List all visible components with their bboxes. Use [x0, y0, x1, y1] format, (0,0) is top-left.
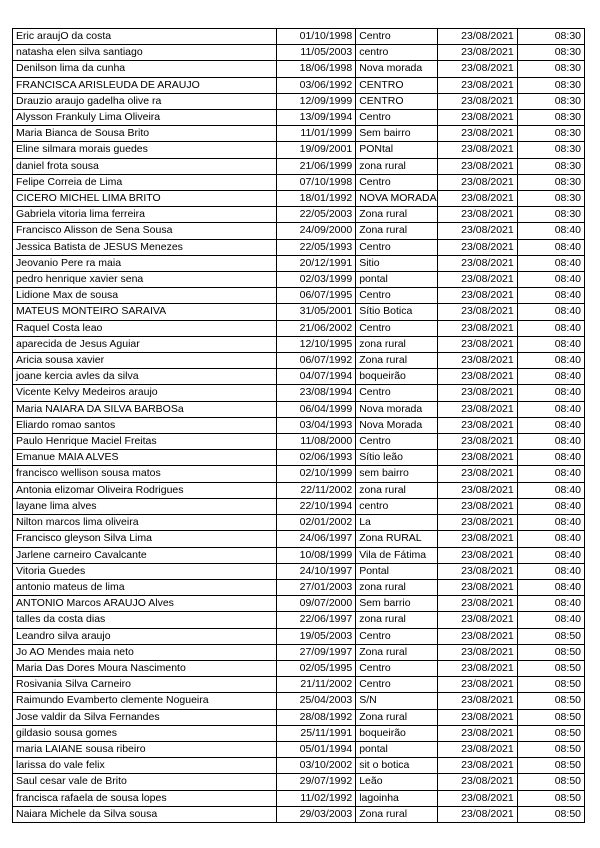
name-cell: Vitoria Guedes [13, 563, 277, 579]
appointment-time-cell: 08:40 [517, 498, 584, 514]
neighborhood-cell: Zona rural [356, 207, 438, 223]
neighborhood-cell: Centro [356, 677, 438, 693]
appointment-time-cell: 08:40 [517, 466, 584, 482]
table-row [13, 450, 585, 466]
name-cell: Nilton marcos lima oliveira [13, 515, 277, 531]
appointment-time-cell: 08:40 [517, 288, 584, 304]
neighborhood-cell: Sítio leão [356, 450, 438, 466]
appointment-date-cell: 23/08/2021 [438, 239, 517, 255]
appointment-time-cell: 08:40 [517, 353, 584, 369]
appointment-date-cell: 23/08/2021 [438, 450, 517, 466]
table-row [13, 790, 585, 806]
table-row [13, 612, 585, 628]
neighborhood-cell: pontal [356, 741, 438, 757]
neighborhood-cell: Centro [356, 320, 438, 336]
appointment-date-cell: 23/08/2021 [438, 596, 517, 612]
appointment-date-cell: 23/08/2021 [438, 709, 517, 725]
neighborhood-cell: CENTRO [356, 93, 438, 109]
table-row [13, 207, 585, 223]
neighborhood-cell: Centro [356, 385, 438, 401]
name-cell: ANTONIO Marcos ARAUJO Alves [13, 596, 277, 612]
appointment-time-cell: 08:40 [517, 531, 584, 547]
appointment-date-cell: 23/08/2021 [438, 790, 517, 806]
appointment-date-cell: 23/08/2021 [438, 758, 517, 774]
appointment-date-cell: 23/08/2021 [438, 482, 517, 498]
appointment-time-cell: 08:50 [517, 677, 584, 693]
birthdate-cell: 04/07/1994 [276, 369, 355, 385]
appointment-time-cell: 08:50 [517, 660, 584, 676]
appointment-date-cell: 23/08/2021 [438, 191, 517, 207]
neighborhood-cell: centro [356, 498, 438, 514]
neighborhood-cell: Pontal [356, 563, 438, 579]
table-row [13, 385, 585, 401]
neighborhood-cell: zona rural [356, 579, 438, 595]
appointment-date-cell: 23/08/2021 [438, 255, 517, 271]
name-cell: larissa do vale felix [13, 758, 277, 774]
table-row [13, 417, 585, 433]
birthdate-cell: 21/11/2002 [276, 677, 355, 693]
appointment-date-cell: 23/08/2021 [438, 45, 517, 61]
birthdate-cell: 03/10/2002 [276, 758, 355, 774]
birthdate-cell: 25/11/1991 [276, 725, 355, 741]
appointment-date-cell: 23/08/2021 [438, 677, 517, 693]
name-cell: Eliardo romao santos [13, 417, 277, 433]
name-cell: Rosivania Silva Carneiro [13, 677, 277, 693]
neighborhood-cell: S/N [356, 693, 438, 709]
appointment-date-cell: 23/08/2021 [438, 628, 517, 644]
birthdate-cell: 12/10/1995 [276, 336, 355, 352]
birthdate-cell: 29/03/2003 [276, 806, 355, 822]
appointment-date-cell: 23/08/2021 [438, 806, 517, 822]
name-cell: francisca rafaela de sousa lopes [13, 790, 277, 806]
neighborhood-cell: lagoinha [356, 790, 438, 806]
birthdate-cell: 12/09/1999 [276, 93, 355, 109]
name-cell: Maria Bianca de Sousa Brito [13, 126, 277, 142]
table-row [13, 660, 585, 676]
appointment-date-cell: 23/08/2021 [438, 774, 517, 790]
birthdate-cell: 13/09/1994 [276, 110, 355, 126]
appointment-time-cell: 08:30 [517, 142, 584, 158]
table-row [13, 434, 585, 450]
name-cell: Emanue MAIA ALVES [13, 450, 277, 466]
appointment-date-cell: 23/08/2021 [438, 126, 517, 142]
appointment-time-cell: 08:30 [517, 29, 584, 45]
neighborhood-cell: Centro [356, 628, 438, 644]
appointment-date-cell: 23/08/2021 [438, 644, 517, 660]
birthdate-cell: 27/01/2003 [276, 579, 355, 595]
table-row [13, 547, 585, 563]
appointment-date-cell: 23/08/2021 [438, 515, 517, 531]
appointment-date-cell: 23/08/2021 [438, 207, 517, 223]
appointment-time-cell: 08:50 [517, 725, 584, 741]
table-row [13, 563, 585, 579]
birthdate-cell: 28/08/1992 [276, 709, 355, 725]
neighborhood-cell: Centro [356, 174, 438, 190]
neighborhood-cell: Centro [356, 660, 438, 676]
name-cell: talles da costa dias [13, 612, 277, 628]
appointment-time-cell: 08:50 [517, 806, 584, 822]
name-cell: pedro henrique xavier sena [13, 272, 277, 288]
name-cell: Leandro silva araujo [13, 628, 277, 644]
neighborhood-cell: Zona rural [356, 353, 438, 369]
neighborhood-cell: Centro [356, 239, 438, 255]
appointment-date-cell: 23/08/2021 [438, 158, 517, 174]
appointment-date-cell: 23/08/2021 [438, 223, 517, 239]
appointment-time-cell: 08:40 [517, 515, 584, 531]
table-row [13, 725, 585, 741]
appointment-time-cell: 08:50 [517, 628, 584, 644]
birthdate-cell: 10/08/1999 [276, 547, 355, 563]
birthdate-cell: 18/01/1992 [276, 191, 355, 207]
name-cell: natasha elen silva santiago [13, 45, 277, 61]
name-cell: Gabriela vitoria lima ferreira [13, 207, 277, 223]
name-cell: layane lima alves [13, 498, 277, 514]
appointment-time-cell: 08:40 [517, 369, 584, 385]
birthdate-cell: 05/01/1994 [276, 741, 355, 757]
table-row [13, 741, 585, 757]
appointment-date-cell: 23/08/2021 [438, 612, 517, 628]
name-cell: Naiara Michele da Silva sousa [13, 806, 277, 822]
table-row [13, 806, 585, 822]
name-cell: Francisco gleyson Silva Lima [13, 531, 277, 547]
appointment-date-cell: 23/08/2021 [438, 417, 517, 433]
table-row [13, 353, 585, 369]
appointment-date-cell: 23/08/2021 [438, 77, 517, 93]
neighborhood-cell: Nova Morada [356, 417, 438, 433]
appointment-date-cell: 23/08/2021 [438, 693, 517, 709]
table-row [13, 677, 585, 693]
birthdate-cell: 02/01/2002 [276, 515, 355, 531]
name-cell: Jessica Batista de JESUS Menezes [13, 239, 277, 255]
neighborhood-cell: Sem barrio [356, 596, 438, 612]
neighborhood-cell: Sítio Botica [356, 304, 438, 320]
birthdate-cell: 02/05/1995 [276, 660, 355, 676]
appointment-time-cell: 08:40 [517, 304, 584, 320]
neighborhood-cell: zona rural [356, 158, 438, 174]
birthdate-cell: 21/06/2002 [276, 320, 355, 336]
neighborhood-cell: Leão [356, 774, 438, 790]
table-row [13, 93, 585, 109]
appointment-time-cell: 08:50 [517, 709, 584, 725]
appointment-date-cell: 23/08/2021 [438, 741, 517, 757]
table-row [13, 579, 585, 595]
name-cell: antonio mateus de lima [13, 579, 277, 595]
neighborhood-cell: Centro [356, 434, 438, 450]
table-row [13, 774, 585, 790]
appointment-time-cell: 08:30 [517, 110, 584, 126]
appointment-time-cell: 08:40 [517, 482, 584, 498]
table-row [13, 531, 585, 547]
appointment-date-cell: 23/08/2021 [438, 174, 517, 190]
name-cell: Eric araujO da costa [13, 29, 277, 45]
table-row [13, 401, 585, 417]
appointment-date-cell: 23/08/2021 [438, 725, 517, 741]
birthdate-cell: 09/07/2000 [276, 596, 355, 612]
name-cell: Raimundo Evamberto clemente Nogueira [13, 693, 277, 709]
table-row [13, 336, 585, 352]
appointment-time-cell: 08:40 [517, 401, 584, 417]
table-row [13, 110, 585, 126]
appointment-time-cell: 08:40 [517, 320, 584, 336]
appointment-time-cell: 08:50 [517, 693, 584, 709]
appointment-time-cell: 08:30 [517, 174, 584, 190]
appointment-time-cell: 08:30 [517, 61, 584, 77]
appointment-date-cell: 23/08/2021 [438, 434, 517, 450]
name-cell: francisco wellison sousa matos [13, 466, 277, 482]
neighborhood-cell: NOVA MORADA [356, 191, 438, 207]
birthdate-cell: 11/05/2003 [276, 45, 355, 61]
neighborhood-cell: zona rural [356, 612, 438, 628]
table-row [13, 191, 585, 207]
birthdate-cell: 31/05/2001 [276, 304, 355, 320]
appointment-time-cell: 08:30 [517, 126, 584, 142]
name-cell: Felipe Correia de Lima [13, 174, 277, 190]
birthdate-cell: 02/06/1993 [276, 450, 355, 466]
appointment-date-cell: 23/08/2021 [438, 272, 517, 288]
name-cell: aparecida de Jesus Aguiar [13, 336, 277, 352]
neighborhood-cell: boqueirão [356, 725, 438, 741]
name-cell: Jarlene carneiro Cavalcante [13, 547, 277, 563]
appointment-date-cell: 23/08/2021 [438, 401, 517, 417]
neighborhood-cell: zona rural [356, 482, 438, 498]
birthdate-cell: 11/01/1999 [276, 126, 355, 142]
name-cell: MATEUS MONTEIRO SARAIVA [13, 304, 277, 320]
birthdate-cell: 22/06/1997 [276, 612, 355, 628]
name-cell: CICERO MICHEL LIMA BRITO [13, 191, 277, 207]
name-cell: gildasio sousa gomes [13, 725, 277, 741]
table-row [13, 61, 585, 77]
name-cell: Jo AO Mendes maia neto [13, 644, 277, 660]
appointment-time-cell: 08:30 [517, 45, 584, 61]
birthdate-cell: 23/08/1994 [276, 385, 355, 401]
birthdate-cell: 06/07/1995 [276, 288, 355, 304]
neighborhood-cell: Zona rural [356, 223, 438, 239]
table-row [13, 644, 585, 660]
birthdate-cell: 07/10/1998 [276, 174, 355, 190]
neighborhood-cell: Centro [356, 110, 438, 126]
table-row [13, 142, 585, 158]
appointment-date-cell: 23/08/2021 [438, 547, 517, 563]
name-cell: Raquel Costa leao [13, 320, 277, 336]
birthdate-cell: 27/09/1997 [276, 644, 355, 660]
appointment-date-cell: 23/08/2021 [438, 466, 517, 482]
table-row [13, 515, 585, 531]
appointment-time-cell: 08:40 [517, 336, 584, 352]
appointment-date-cell: 23/08/2021 [438, 353, 517, 369]
table-row [13, 158, 585, 174]
birthdate-cell: 22/10/1994 [276, 498, 355, 514]
name-cell: Lidione Max de sousa [13, 288, 277, 304]
table-row [13, 126, 585, 142]
appointment-time-cell: 08:40 [517, 596, 584, 612]
birthdate-cell: 22/05/1993 [276, 239, 355, 255]
appointment-time-cell: 08:40 [517, 434, 584, 450]
neighborhood-cell: Sitio [356, 255, 438, 271]
table-row [13, 369, 585, 385]
table-row [13, 482, 585, 498]
birthdate-cell: 21/06/1999 [276, 158, 355, 174]
table-row [13, 223, 585, 239]
table-row [13, 320, 585, 336]
appointment-date-cell: 23/08/2021 [438, 61, 517, 77]
appointment-date-cell: 23/08/2021 [438, 531, 517, 547]
table-row [13, 758, 585, 774]
appointment-date-cell: 23/08/2021 [438, 93, 517, 109]
name-cell: Alysson Frankuly Lima Oliveira [13, 110, 277, 126]
appointment-time-cell: 08:50 [517, 790, 584, 806]
name-cell: daniel frota sousa [13, 158, 277, 174]
name-cell: Antonia elizomar Oliveira Rodrigues [13, 482, 277, 498]
neighborhood-cell: sem bairro [356, 466, 438, 482]
neighborhood-cell: Centro [356, 29, 438, 45]
appointment-date-cell: 23/08/2021 [438, 110, 517, 126]
appointment-time-cell: 08:30 [517, 158, 584, 174]
birthdate-cell: 02/10/1999 [276, 466, 355, 482]
birthdate-cell: 06/04/1999 [276, 401, 355, 417]
birthdate-cell: 22/05/2003 [276, 207, 355, 223]
name-cell: maria LAIANE sousa ribeiro [13, 741, 277, 757]
birthdate-cell: 01/10/1998 [276, 29, 355, 45]
name-cell: FRANCISCA ARISLEUDA DE ARAUJO [13, 77, 277, 93]
neighborhood-cell: La [356, 515, 438, 531]
neighborhood-cell: boqueirão [356, 369, 438, 385]
table-body [13, 29, 585, 823]
birthdate-cell: 20/12/1991 [276, 255, 355, 271]
appointment-time-cell: 08:40 [517, 255, 584, 271]
appointment-date-cell: 23/08/2021 [438, 288, 517, 304]
table-row [13, 77, 585, 93]
name-cell: Eline silmara morais guedes [13, 142, 277, 158]
appointment-time-cell: 08:40 [517, 579, 584, 595]
birthdate-cell: 18/06/1998 [276, 61, 355, 77]
name-cell: Maria Das Dores Moura Nascimento [13, 660, 277, 676]
birthdate-cell: 03/06/1992 [276, 77, 355, 93]
birthdate-cell: 11/08/2000 [276, 434, 355, 450]
neighborhood-cell: pontal [356, 272, 438, 288]
name-cell: Maria NAIARA DA SILVA BARBOSa [13, 401, 277, 417]
appointment-time-cell: 08:50 [517, 758, 584, 774]
table-row [13, 239, 585, 255]
neighborhood-cell: Centro [356, 288, 438, 304]
appointment-time-cell: 08:30 [517, 207, 584, 223]
appointment-time-cell: 08:40 [517, 612, 584, 628]
appointment-time-cell: 08:30 [517, 93, 584, 109]
birthdate-cell: 19/09/2001 [276, 142, 355, 158]
name-cell: joane kercia avles da silva [13, 369, 277, 385]
appointment-time-cell: 08:40 [517, 385, 584, 401]
table-row [13, 272, 585, 288]
neighborhood-cell: centro [356, 45, 438, 61]
appointment-time-cell: 08:40 [517, 417, 584, 433]
appointment-date-cell: 23/08/2021 [438, 142, 517, 158]
neighborhood-cell: Nova morada [356, 61, 438, 77]
table-row [13, 466, 585, 482]
birthdate-cell: 11/02/1992 [276, 790, 355, 806]
neighborhood-cell: Zona rural [356, 644, 438, 660]
neighborhood-cell: Vila de Fátima [356, 547, 438, 563]
appointment-time-cell: 08:30 [517, 191, 584, 207]
neighborhood-cell: Zona rural [356, 709, 438, 725]
neighborhood-cell: zona rural [356, 336, 438, 352]
appointment-date-cell: 23/08/2021 [438, 304, 517, 320]
appointment-time-cell: 08:50 [517, 741, 584, 757]
birthdate-cell: 22/11/2002 [276, 482, 355, 498]
name-cell: Aricia sousa xavier [13, 353, 277, 369]
birthdate-cell: 29/07/1992 [276, 774, 355, 790]
table-row [13, 596, 585, 612]
appointment-date-cell: 23/08/2021 [438, 336, 517, 352]
appointment-time-cell: 08:30 [517, 77, 584, 93]
name-cell: Jeovanio Pere ra maia [13, 255, 277, 271]
name-cell: Vicente Kelvy Medeiros araujo [13, 385, 277, 401]
appointment-date-cell: 23/08/2021 [438, 369, 517, 385]
name-cell: Francisco Alisson de Sena Sousa [13, 223, 277, 239]
appointment-date-cell: 23/08/2021 [438, 579, 517, 595]
appointment-date-cell: 23/08/2021 [438, 498, 517, 514]
appointment-time-cell: 08:40 [517, 450, 584, 466]
birthdate-cell: 06/07/1992 [276, 353, 355, 369]
table-row [13, 255, 585, 271]
appointment-date-cell: 23/08/2021 [438, 29, 517, 45]
neighborhood-cell: PONtal [356, 142, 438, 158]
neighborhood-cell: Zona RURAL [356, 531, 438, 547]
appointment-time-cell: 08:40 [517, 563, 584, 579]
birthdate-cell: 24/06/1997 [276, 531, 355, 547]
name-cell: Drauzio araujo gadelha olive ra [13, 93, 277, 109]
appointment-date-cell: 23/08/2021 [438, 563, 517, 579]
name-cell: Jose valdir da Silva Fernandes [13, 709, 277, 725]
table-row [13, 693, 585, 709]
neighborhood-cell: sit o botica [356, 758, 438, 774]
appointment-time-cell: 08:40 [517, 272, 584, 288]
birthdate-cell: 25/04/2003 [276, 693, 355, 709]
name-cell: Denilson lima da cunha [13, 61, 277, 77]
neighborhood-cell: Sem bairro [356, 126, 438, 142]
name-cell: Paulo Henrique Maciel Freitas [13, 434, 277, 450]
table-row [13, 304, 585, 320]
birthdate-cell: 03/04/1993 [276, 417, 355, 433]
appointment-date-cell: 23/08/2021 [438, 385, 517, 401]
appointment-time-cell: 08:40 [517, 223, 584, 239]
appointment-time-cell: 08:40 [517, 547, 584, 563]
birthdate-cell: 19/05/2003 [276, 628, 355, 644]
name-cell: Saul cesar vale de Brito [13, 774, 277, 790]
table-row [13, 45, 585, 61]
registration-table [12, 28, 585, 823]
neighborhood-cell: Nova morada [356, 401, 438, 417]
birthdate-cell: 24/10/1997 [276, 563, 355, 579]
table-row [13, 628, 585, 644]
table-row [13, 29, 585, 45]
neighborhood-cell: Zona rural [356, 806, 438, 822]
appointment-time-cell: 08:40 [517, 239, 584, 255]
appointment-date-cell: 23/08/2021 [438, 660, 517, 676]
appointment-date-cell: 23/08/2021 [438, 320, 517, 336]
table-row [13, 709, 585, 725]
appointment-time-cell: 08:50 [517, 644, 584, 660]
birthdate-cell: 24/09/2000 [276, 223, 355, 239]
birthdate-cell: 02/03/1999 [276, 272, 355, 288]
table-row [13, 174, 585, 190]
neighborhood-cell: CENTRO [356, 77, 438, 93]
table-row [13, 498, 585, 514]
table-row [13, 288, 585, 304]
appointment-time-cell: 08:50 [517, 774, 584, 790]
